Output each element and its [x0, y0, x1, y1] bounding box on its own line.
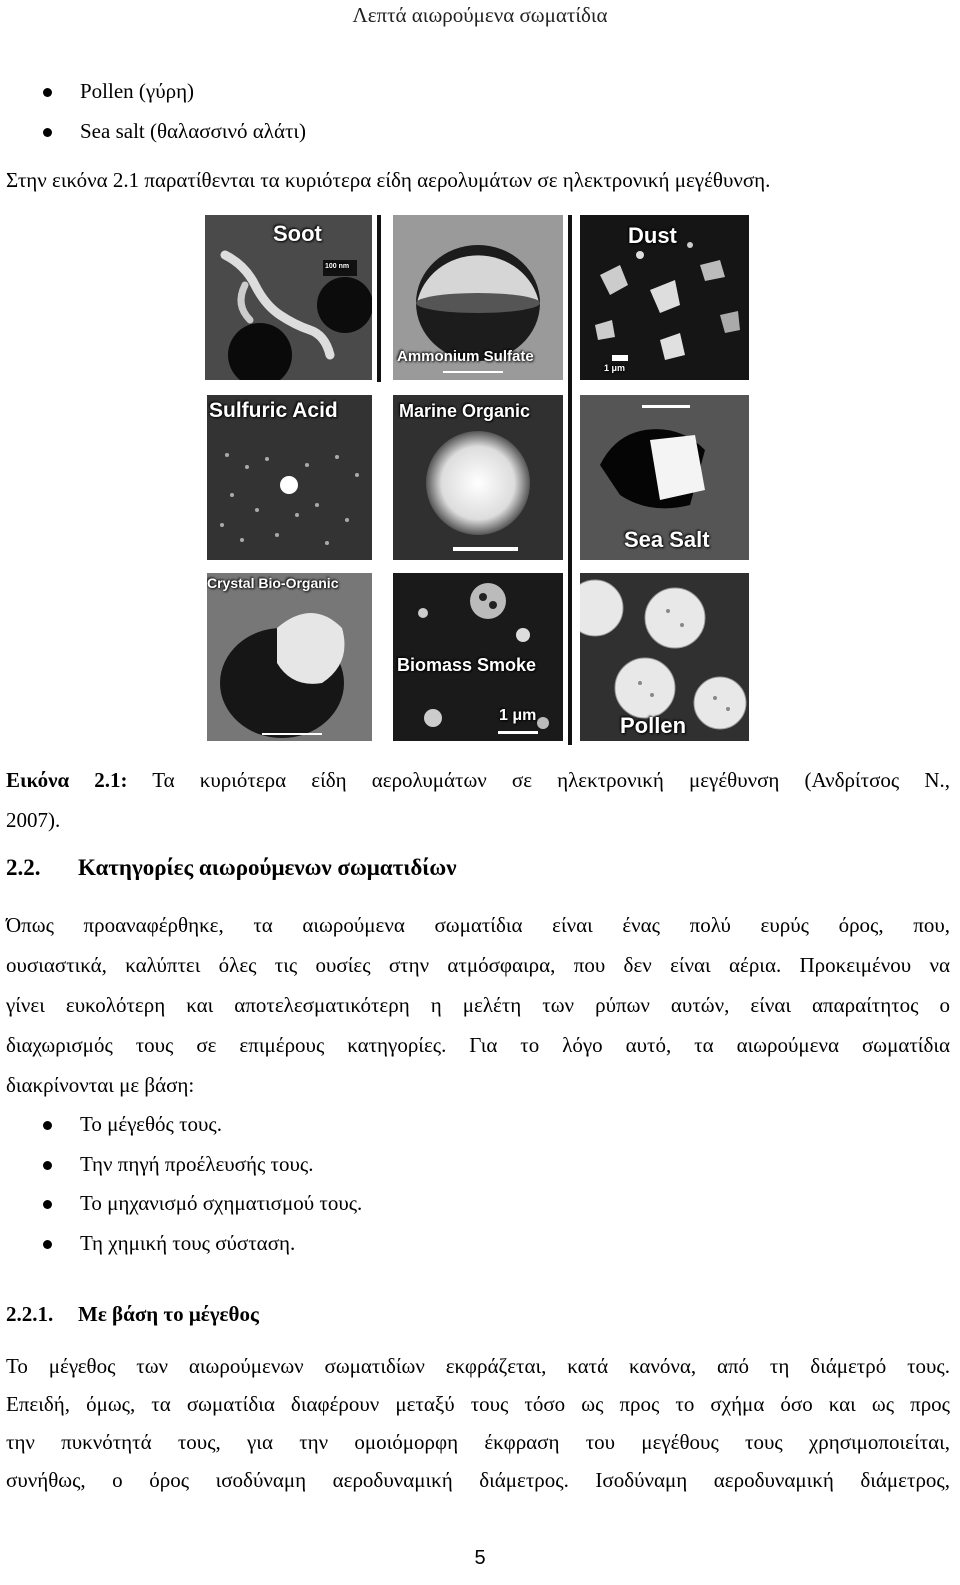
label-dust: Dust [628, 223, 677, 248]
label-pollen: Pollen [620, 713, 687, 738]
paragraph-line: γίνει ευκολότερη και αποτελεσματικότερη η μελέτη των ρύπων αυτών, είναι απαραίτητος ο [6, 993, 950, 1017]
section-2-2-paragraph [6, 905, 950, 1105]
panel-sea-salt [580, 395, 749, 560]
criteria-bullet-list [0, 1105, 960, 1263]
section-title: Κατηγορίες αιωρούμενων σωματιδίων [78, 855, 457, 880]
label-marine-organic: Marine Organic [399, 401, 531, 421]
figure-divider [377, 215, 381, 382]
panel-soot [205, 215, 372, 380]
panel-crystal-bio-organic [207, 573, 372, 741]
figure-aerosol-micrographs [205, 215, 749, 745]
list-item: Pollen (γύρη) [0, 72, 960, 112]
caption-line: 2007). [6, 808, 61, 832]
paragraph-line: Επειδή, όμως, τα σωματίδια διαφέρουν μεταξύ τους τόσο ως προς το σχήμα όσο και ως προς [6, 1392, 950, 1416]
paragraph-line: συνήθως, ο όρος ισοδύναμη αεροδυναμική διάμετρος. Ισοδύναμη αεροδυναμική διάμετρος, [6, 1468, 950, 1492]
paragraph-line: Το μέγεθος των αιωρούμενων σωματιδίων εκφράζεται, κατά κανόνα, από τη διάμετρό τους. [6, 1354, 950, 1378]
caption-text: Τα κυριότερα είδη αερολυμάτων σε ηλεκτρονική μεγέθυνση (Ανδρίτσος Ν., [152, 768, 951, 792]
section-heading-2-2-1 [6, 1302, 259, 1327]
section-number: 2.2. [6, 855, 41, 880]
label-biomass-smoke: Biomass Smoke [397, 655, 537, 675]
section-title: Με βάση το μέγεθος [78, 1302, 259, 1326]
panel-pollen [580, 573, 749, 741]
scale-biomass-smoke: 1 μm [499, 707, 537, 724]
figure-divider [568, 215, 572, 745]
caption-line [6, 760, 950, 800]
scale-dust: 1 μm [604, 363, 626, 373]
caption-label: Εικόνα 2.1: [6, 768, 128, 792]
panel-marine-organic [393, 395, 563, 560]
paragraph-line: την πυκνότητά τους, για την ομοιόμορφη έκφραση του μεγέθους τους χρησιμοποιείται, [6, 1430, 950, 1454]
crystal-bio-organic-micrograph [207, 573, 372, 741]
panel-ammonium-sulfate [393, 215, 563, 380]
panel-dust [580, 215, 749, 380]
label-crystal-bio-organic: Crystal Bio-Organic [207, 575, 339, 591]
list-item: Sea salt (θαλασσινό αλάτι) [0, 112, 960, 152]
list-item: Τη χημική τους σύσταση. [0, 1224, 960, 1264]
panel-biomass-smoke [393, 573, 563, 741]
figure-caption [6, 760, 950, 840]
section-heading-2-2 [6, 855, 457, 881]
label-sulfuric-acid: Sulfuric Acid [209, 399, 338, 422]
top-bullet-list [0, 72, 960, 151]
running-header: Λεπτά αιωρούμενα σωματίδια [352, 3, 608, 27]
list-item: Την πηγή προέλευσής τους. [0, 1145, 960, 1185]
page-number: 5 [474, 1547, 486, 1569]
list-item: Το μηχανισμό σχηματισμού τους. [0, 1184, 960, 1224]
label-ammonium-sulfate: Ammonium Sulfate [397, 348, 534, 365]
section-number: 2.2.1. [6, 1302, 54, 1326]
list-item: Το μέγεθός τους. [0, 1105, 960, 1145]
panel-sulfuric-acid [207, 395, 372, 560]
paragraph-line: Όπως προαναφέρθηκε, τα αιωρούμενα σωματίδια είναι ένας πολύ ευρύς όρος, που, [6, 913, 950, 937]
label-soot: Soot [273, 221, 322, 246]
intro-paragraph: Στην εικόνα 2.1 παρατίθενται τα κυριότερα είδη αερολυμάτων σε ηλεκτρονική μεγέθυνση. [6, 168, 771, 192]
scale-soot: 100 nm [325, 263, 350, 270]
label-sea-salt: Sea Salt [624, 527, 710, 552]
paragraph-line: ουσιαστικά, καλύπτει όλες τις ουσίες στην ατμόσφαιρα, που δεν είναι αέρια. Προκειμένου να [6, 953, 950, 977]
paragraph-line: διαχωρισμός τους σε επιμέρους κατηγορίες. Για το λόγο αυτό, τα αιωρούμενα σωματίδια [6, 1033, 950, 1057]
paragraph-line: διακρίνονται με βάση: [6, 1073, 195, 1097]
section-2-2-1-paragraph [6, 1347, 950, 1499]
